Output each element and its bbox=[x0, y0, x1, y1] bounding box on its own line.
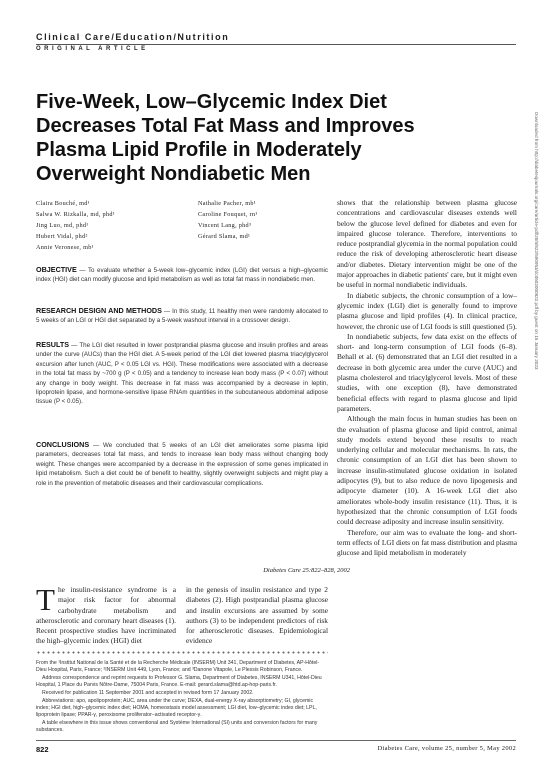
header-rule bbox=[36, 44, 516, 45]
article-type: ORIGINAL ARTICLE bbox=[36, 46, 149, 52]
author: Gérard Slama, md¹ bbox=[198, 233, 251, 240]
footnotes bbox=[36, 660, 326, 735]
abstract-conclusions: CONCLUSIONS — We concluded that 5 weeks of an LGI diet ameliorates some plasma lipid parameters, decreases total fat mass, and tends to increase lean body mass without changing body weight. These changes were accompanied by a decrease in the expression of some genes implicated in lipid metabolism. Such a diet could be of benefit to healthy, slightly overweight subjects and might play a role in the prevention of metabolic diseases and their cardiovascular complications. bbox=[36, 440, 328, 487]
footnote: From the ¹Institut National de la Santé et de la Recherche Médicale (INSERM) Unit 341, Department of Diabetes, AP-Hôtel-Dieu Hospital, Paris, France; ²INSERM Unit 449, Lyon, France; and ³Danone Vitapole, Le Plessis Robinson, France. bbox=[36, 660, 320, 673]
footnote: Received for publication 11 September 2001 and accepted in revised form 17 January 2002. bbox=[42, 690, 254, 696]
abstract-heading: RESEARCH DESIGN AND METHODS bbox=[36, 306, 162, 315]
abstract-heading: OBJECTIVE bbox=[36, 265, 77, 274]
body-text-middle: in the genesis of insulin resistance and type 2 diabetes (2). High postprandial plasma glucose and insulin excursions are assumed by some authors (3) to be independent predictors of risk for atherosclerotic diseases. Epidemiological evidence bbox=[186, 585, 328, 646]
paragraph: In diabetic subjects, the chronic consumption of a low–glycemic index (LGI) diet is generally found to improve plasma glucose and lipid profiles (4). In clinical practice, however, the chronic use of LGI foods is still questioned (5). bbox=[337, 290, 517, 331]
abstract-objective: OBJECTIVE — To evaluate whether a 5-week low–glycemic index (LGI) diet versus a high–glycemic index (HGI) diet can modify glucose and lipid metabolism as well as total fat mass in nondiabetic men. bbox=[36, 265, 328, 284]
footnote: A table elsewhere in this issue shows conventional and Système International (SI) units and conversion factors for many substances. bbox=[36, 720, 318, 733]
abstract-methods: RESEARCH DESIGN AND METHODS — In this study, 11 healthy men were randomly allocated to 5 weeks of an LGI or HGI diet separated by a 5-week washout interval in a crossover design. bbox=[36, 306, 328, 325]
journal-citation: Diabetes Care 25:822–828, 2002 bbox=[263, 567, 350, 574]
abstract-heading: RESULTS bbox=[36, 340, 70, 349]
download-watermark: Downloaded from http://diabetesjournals.org/care/article-pdf/25/5/822/590953/dc0502000822.pdf by guest on 15 January 2023 bbox=[534, 112, 539, 370]
page-number: 822 bbox=[36, 745, 49, 754]
paragraph: In nondiabetic subjects, few data exist on the effects of short- and long-term consumption of LGI foods (6–8). Behall et al. (6) demonstrated that an LGI diet resulted in a decrease in both glycemic area under the curve (AUC) and plasma cholesterol and triacylglycerol levels. Most of these studies, with one exception (8), have demonstrated beneficial effects with regard to plasma glucose and lipid parameters. bbox=[337, 331, 517, 413]
paragraph: Therefore, our aim was to evaluate the long- and short-term effects of LGI diets on fat mass distribution and plasma glucose and lipid metabolism in moderately bbox=[337, 527, 517, 558]
author: Vincent Lang, phd³ bbox=[198, 222, 252, 229]
footnote-divider bbox=[36, 651, 328, 654]
author: Hubert Vidal, phd² bbox=[36, 233, 88, 240]
section-header: Clinical Care/Education/Nutrition bbox=[36, 32, 230, 42]
author-list-right bbox=[198, 198, 258, 242]
article-title: Five-Week, Low–Glycemic Index Diet Decreases Total Fat Mass and Improves Plasma Lipid Profile in Moderately Overweight Nondiabetic Men bbox=[36, 91, 415, 185]
author: Jing Luo, md, phd¹ bbox=[36, 222, 89, 229]
abstract-results: RESULTS — The LGI diet resulted in lower postprandial plasma glucose and insulin profiles and areas under the curve (AUCs) than the HGI diet. A 5-week period of the LGI diet lowered plasma triacylglycerol excursion after lunch (AUC, P < 0.05 LGI vs. HGI). These modifications were associated with a decrease in the total fat mass by ~700 g (P < 0.05) and a tendency to increase lean body mass (P < 0.07) without any change in body weight. This decrease in fat mass was accompanied by a decrease in leptin, lipoprotein lipase, and hormone-sensitive lipase RNAm quantities in the subcutaneous abdominal adipose tissue (P < 0.05). bbox=[36, 340, 328, 406]
author: Annie Veronese, mb¹ bbox=[36, 244, 94, 251]
footer-rule bbox=[36, 740, 516, 741]
author: Claira Bouché, md¹ bbox=[36, 200, 90, 207]
drop-cap: T bbox=[36, 582, 55, 617]
author: Salwa W. Rizkalla, md, phd¹ bbox=[36, 211, 115, 218]
footnote: Address correspondence and reprint requests to Professor G. Slama, Department of Diabetes, INSERM U341, Hôtel-Dieu Hospital, 1 Place du Parvis Nôtre-Dame, 75004 Paris, France. E-mail: gerard.slama@htd.ap-hop-paris.fr. bbox=[36, 675, 322, 688]
author-list-left bbox=[36, 198, 115, 253]
footnote: Abbreviations: apo, apolipoprotein; AUC, area under the curve; DEXA, dual-energy X-ray absorptiometry; GI, glycemic index; HGI diet, high–glycemic index diet; HOMA, homeostasis model assessment; LGI diet, low–glycemic index diet; LPL, lipoprotein lipase; PPAR-γ, peroxisome proliferator–activated receptor-γ. bbox=[36, 698, 317, 718]
author: Caroline Fouquet, rn¹ bbox=[198, 211, 258, 218]
journal-footer: Diabetes Care, volume 25, number 5, May 2002 bbox=[377, 745, 516, 752]
body-text-right bbox=[337, 198, 517, 558]
paragraph: shows that the relationship between plasma glucose concentrations and cardiovascular diseases extends well below the glucose level defined for diabetes and even for impaired glucose tolerance. Therefore, interventions to reduce postprandial glycemia in the normal population could reduce the risk of developing atherosclerotic heart disease and/or diabetes. Dietary intervention might be one of the major approaches in diabetic patients' care, but it might even be useful in normal nondiabetic individuals. bbox=[337, 198, 517, 290]
paragraph: Although the main focus in human studies has been on the evaluation of plasma glucose and lipid control, animal study models extend beyond these results to reach underlying cellular and molecular mechanisms. In rats, the chronic consumption of an LGI diet has been shown to increase insulin-stimulated glucose oxidation in isolated adipocytes (9), but to also reduce de novo lipogenesis and adipocyte diameter (10). A 16-week LGI diet also ameliorates whole-body insulin resistance (11). Thus, it is hypothesized that the chronic consumption of LGI foods could decrease adiposity and increase insulin sensitivity. bbox=[337, 414, 517, 527]
author: Nathalie Pacher, mb¹ bbox=[198, 200, 256, 207]
abstract-heading: CONCLUSIONS bbox=[36, 440, 90, 449]
body-text-left: The insulin-resistance syndrome is a major risk factor for abnormal carbohydrate metabolism and atherosclerotic and coronary heart diseases (1). Recent prospective studies have incriminated the high–glycemic index (HGI) diet bbox=[36, 582, 176, 646]
